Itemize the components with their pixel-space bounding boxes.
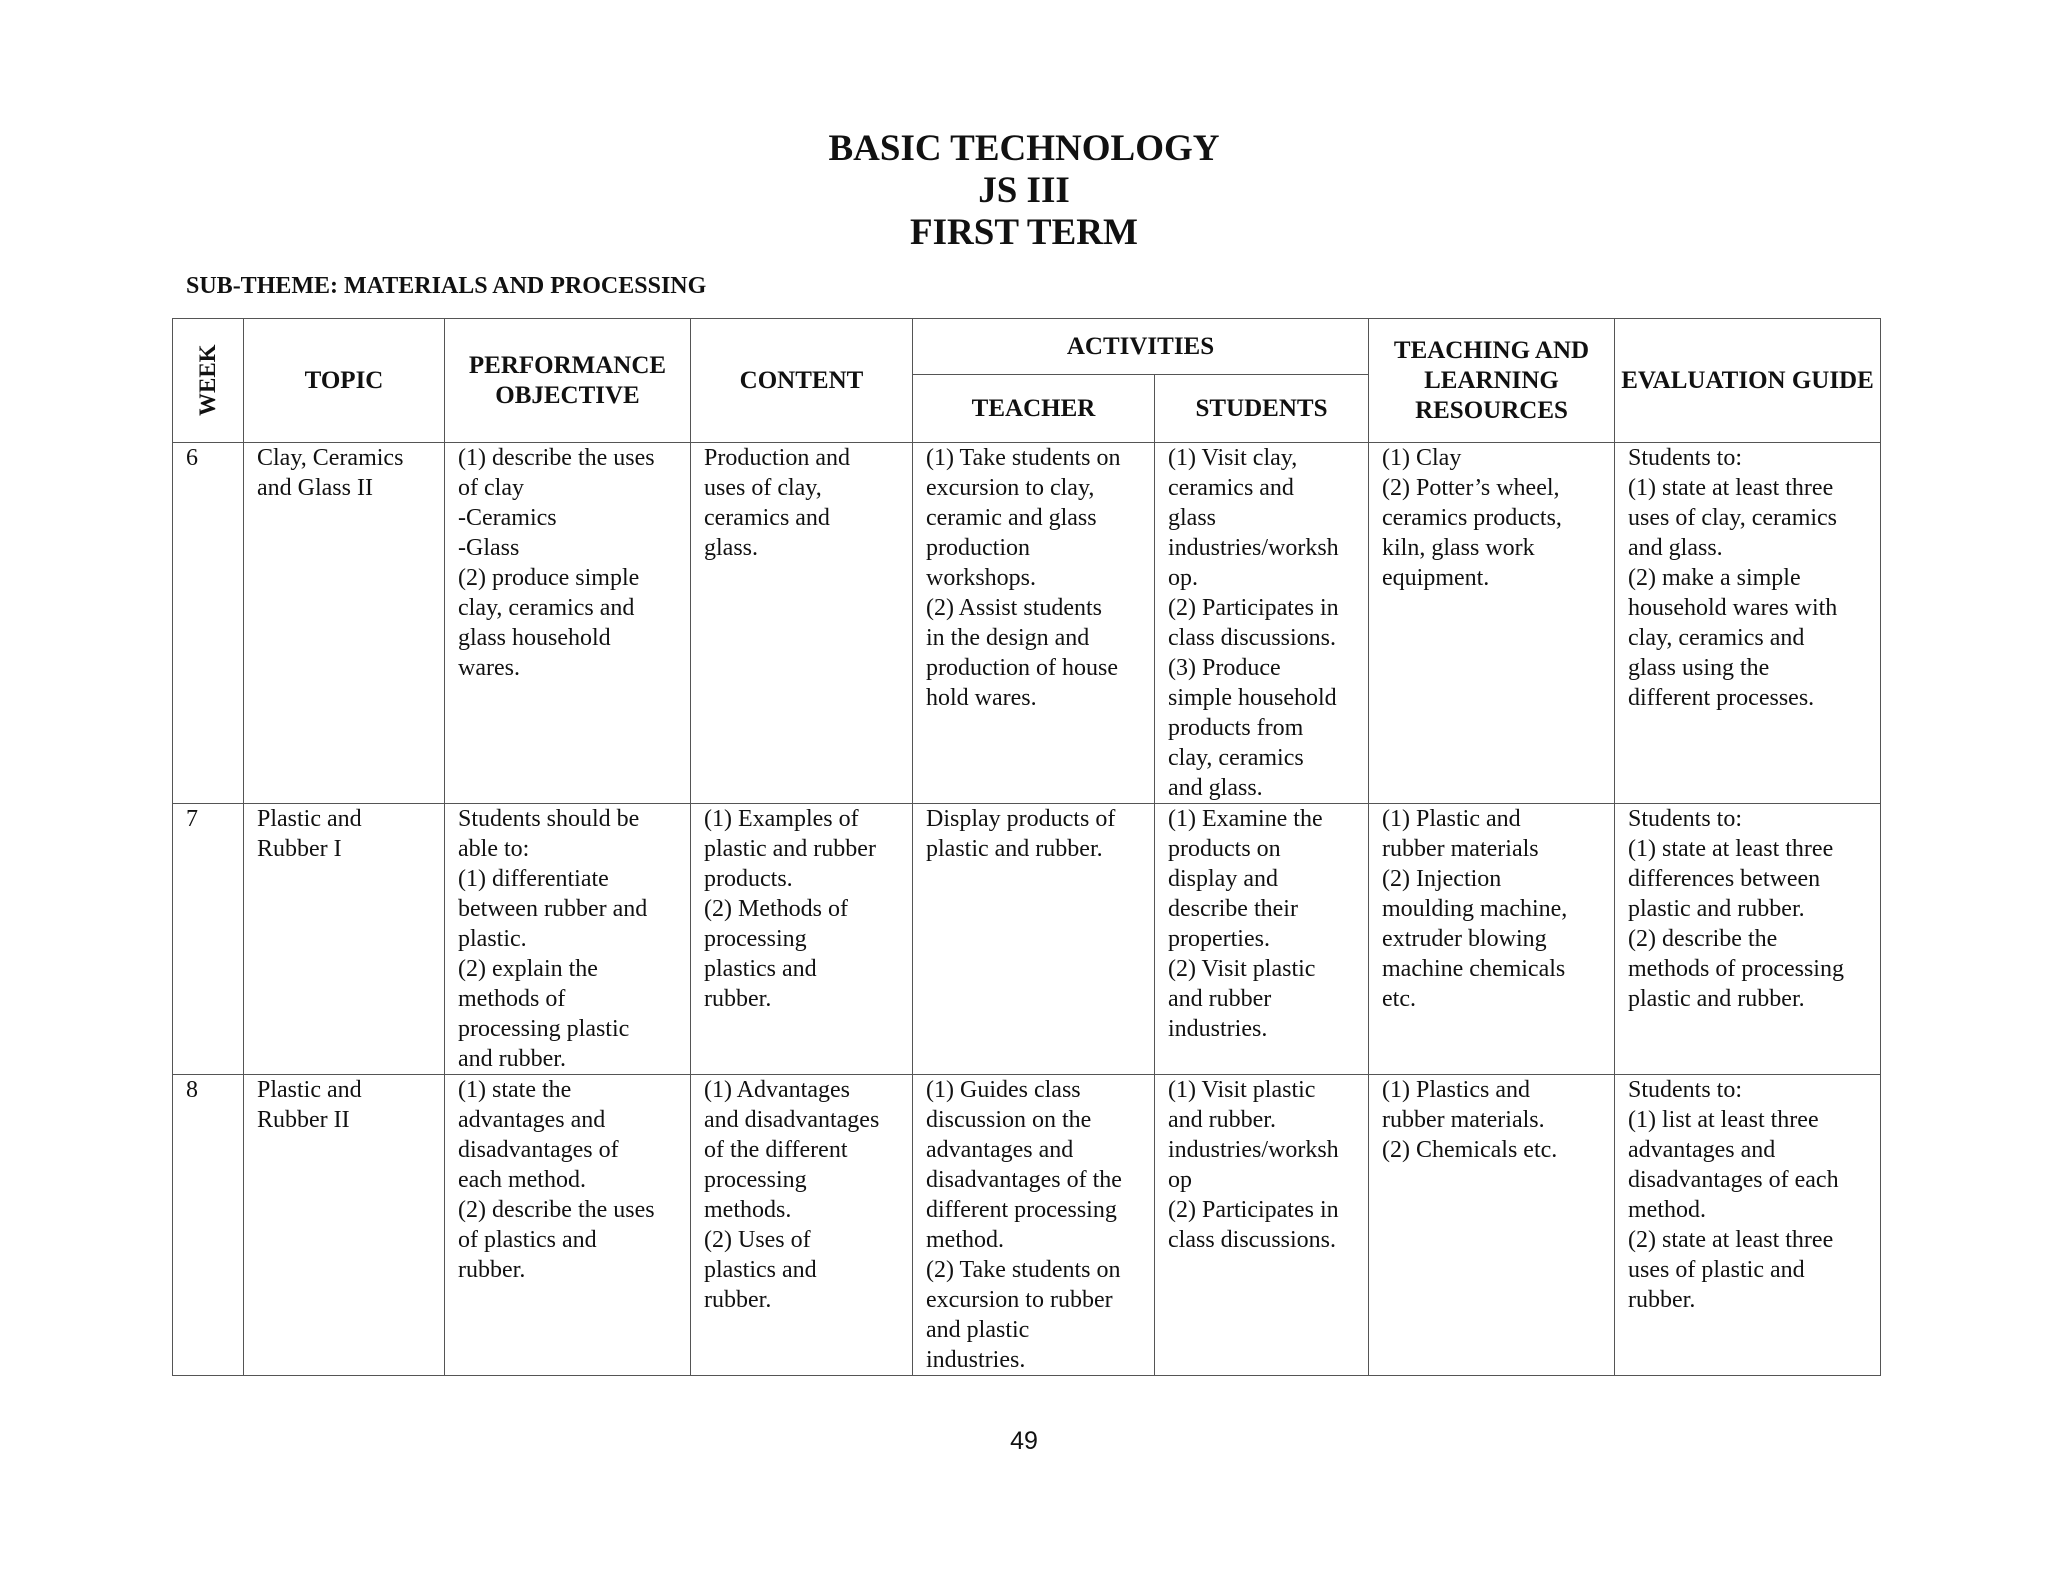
scheme-of-work-table bbox=[172, 318, 1881, 1376]
content-cell: (1) Examples of plastic and rubber products. (2) Methods of processing plastics and rubber. bbox=[691, 804, 913, 1075]
term-label: FIRST TERM bbox=[910, 212, 1138, 253]
resources-cell: (1) Clay (2) Potter’s wheel, ceramics products, kiln, glass work equipment. bbox=[1369, 443, 1615, 804]
document-title: BASIC TECHNOLOGY bbox=[828, 128, 1220, 169]
evaluation-cell: Students to: (1) state at least three uses of clay, ceramics and glass. (2) make a simple household wares with clay, ceramics and glass using the different processes. bbox=[1615, 443, 1881, 804]
objective-cell: (1) describe the uses of clay -Ceramics -Glass (2) produce simple clay, ceramics and glass household wares. bbox=[445, 443, 691, 804]
topic-cell: Clay, Ceramics and Glass II bbox=[244, 443, 445, 804]
week-cell: 6 bbox=[173, 443, 244, 804]
teacher-activity-cell: (1) Guides class discussion on the advantages and disadvantages of the different processing method. (2) Take students on excursion to rubber and plastic industries. bbox=[913, 1075, 1155, 1376]
topic-cell: Plastic and Rubber I bbox=[244, 804, 445, 1075]
header-students: STUDENTS bbox=[1155, 375, 1369, 443]
students-activity-cell: (1) Visit clay, ceramics and glass industries/worksh op. (2) Participates in class discussions. (3) Produce simple household products from clay, ceramics and glass. bbox=[1155, 443, 1369, 804]
evaluation-cell: Students to: (1) list at least three advantages and disadvantages of each method. (2) state at least three uses of plastic and rubber. bbox=[1615, 1075, 1881, 1376]
content-cell: Production and uses of clay, ceramics and glass. bbox=[691, 443, 913, 804]
teacher-activity-cell: Display products of plastic and rubber. bbox=[913, 804, 1155, 1075]
students-activity-cell: (1) Visit plastic and rubber. industries/worksh op (2) Participates in class discussions. bbox=[1155, 1075, 1369, 1376]
topic-cell: Plastic and Rubber II bbox=[244, 1075, 445, 1376]
week-cell: 8 bbox=[173, 1075, 244, 1376]
objective-cell: Students should be able to: (1) differentiate between rubber and plastic. (2) explain the methods of processing plastic and rubber. bbox=[445, 804, 691, 1075]
header-topic: TOPIC bbox=[244, 319, 445, 443]
week-cell: 7 bbox=[173, 804, 244, 1075]
page-number: 49 bbox=[1010, 1427, 1038, 1455]
header-week bbox=[173, 319, 244, 443]
header-content: CONTENT bbox=[691, 319, 913, 443]
evaluation-cell: Students to: (1) state at least three differences between plastic and rubber. (2) describe the methods of processing plastic and rubber. bbox=[1615, 804, 1881, 1075]
table-row bbox=[173, 804, 1881, 1075]
sub-theme-heading: SUB-THEME: MATERIALS AND PROCESSING bbox=[186, 273, 707, 299]
content-cell: (1) Advantages and disadvantages of the different processing methods. (2) Uses of plastics and rubber. bbox=[691, 1075, 913, 1376]
header-teacher: TEACHER bbox=[913, 375, 1155, 443]
header-resources: TEACHING AND LEARNING RESOURCES bbox=[1369, 319, 1615, 443]
table-row bbox=[173, 1075, 1881, 1376]
resources-cell: (1) Plastic and rubber materials (2) Injection moulding machine, extruder blowing machine chemicals etc. bbox=[1369, 804, 1615, 1075]
table-row bbox=[173, 443, 1881, 804]
header-evaluation-guide: EVALUATION GUIDE bbox=[1615, 319, 1881, 443]
teacher-activity-cell: (1) Take students on excursion to clay, ceramic and glass production workshops. (2) Assist students in the design and production of house hold wares. bbox=[913, 443, 1155, 804]
class-level: JS III bbox=[978, 170, 1070, 211]
resources-cell: (1) Plastics and rubber materials. (2) Chemicals etc. bbox=[1369, 1075, 1615, 1376]
header-activities: ACTIVITIES bbox=[913, 319, 1369, 375]
document-title-block bbox=[0, 128, 2048, 254]
objective-cell: (1) state the advantages and disadvantages of each method. (2) describe the uses of plastics and rubber. bbox=[445, 1075, 691, 1376]
students-activity-cell: (1) Examine the products on display and describe their properties. (2) Visit plastic and rubber industries. bbox=[1155, 804, 1369, 1075]
header-performance-objective: PERFORMANCE OBJECTIVE bbox=[445, 319, 691, 443]
header-week-label: WEEK bbox=[195, 343, 220, 416]
